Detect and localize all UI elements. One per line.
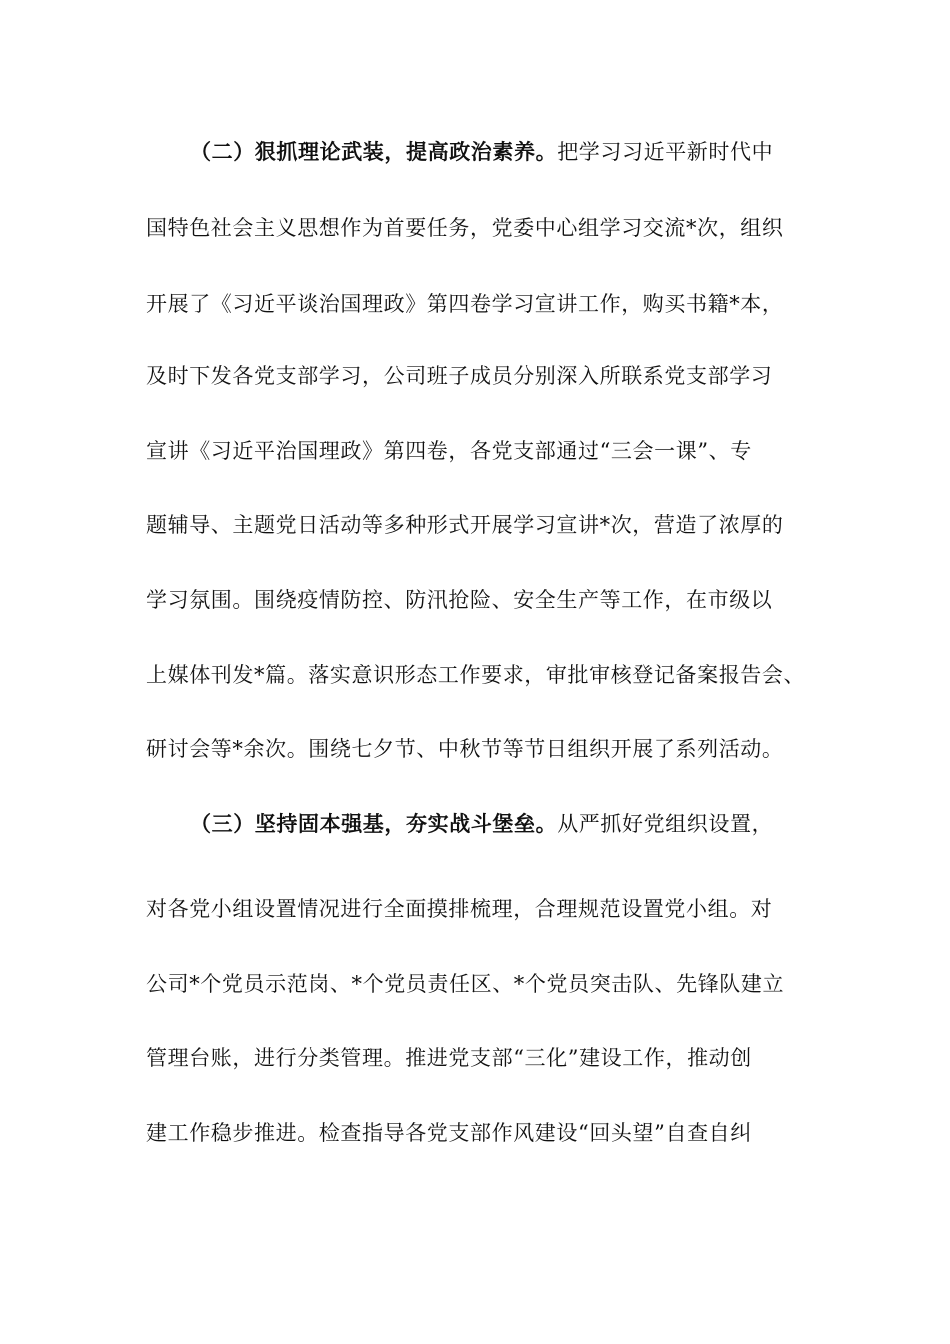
paragraph-2-line-5: 建工作稳步推进。检查指导各党支部作风建设“回头望”自查自纠	[146, 1121, 752, 1145]
paragraph-2-heading: （三）坚持固本强基，夯实战斗堡垒。	[190, 811, 558, 836]
paragraph-2-line-2: 对各党小组设置情况进行全面摸排梳理，合理规范设置党小组。对	[146, 897, 773, 921]
paragraph-1-line-7: 学习氛围。围绕疫情防控、防汛抢险、安全生产等工作，在市级以	[146, 588, 773, 612]
paragraph-1-line-2: 国特色社会主义思想作为首要任务，党委中心组学习交流*次，组织	[146, 216, 784, 240]
paragraph-1-line-6: 题辅导、主题党日活动等多种形式开展学习宣讲*次，营造了浓厚的	[146, 513, 784, 537]
paragraph-2-line-3: 公司*个党员示范岗、*个党员责任区、*个党员突击队、先锋队建立	[146, 972, 785, 996]
paragraph-1-first-line-text: 把学习习近平新时代中	[557, 140, 774, 164]
paragraph-1-heading: （二）狠抓理论武装，提高政治素养。	[190, 139, 558, 164]
paragraph-2-line-4: 管理台账，进行分类管理。推进党支部“三化”建设工作，推动创	[146, 1046, 752, 1070]
paragraph-1-line-1	[190, 138, 870, 166]
paragraph-2-line-1	[190, 810, 870, 838]
paragraph-1-line-8: 上媒体刊发*篇。落实意识形态工作要求，审批审核登记备案报告会、	[146, 663, 806, 687]
paragraph-1-line-4: 及时下发各党支部学习，公司班子成员分别深入所联系党支部学习	[146, 364, 773, 388]
paragraph-1-line-9: 研讨会等*余次。围绕七夕节、中秋节等节日组织开展了系列活动。	[146, 737, 784, 761]
paragraph-1-line-3: 开展了《习近平谈治国理政》第四卷学习宣讲工作，购买书籍*本，	[146, 292, 784, 316]
paragraph-2-first-line-text: 从严抓好党组织设置，	[557, 812, 774, 836]
paragraph-1-line-5: 宣讲《习近平治国理政》第四卷，各党支部通过“三会一课”、专	[146, 439, 752, 463]
